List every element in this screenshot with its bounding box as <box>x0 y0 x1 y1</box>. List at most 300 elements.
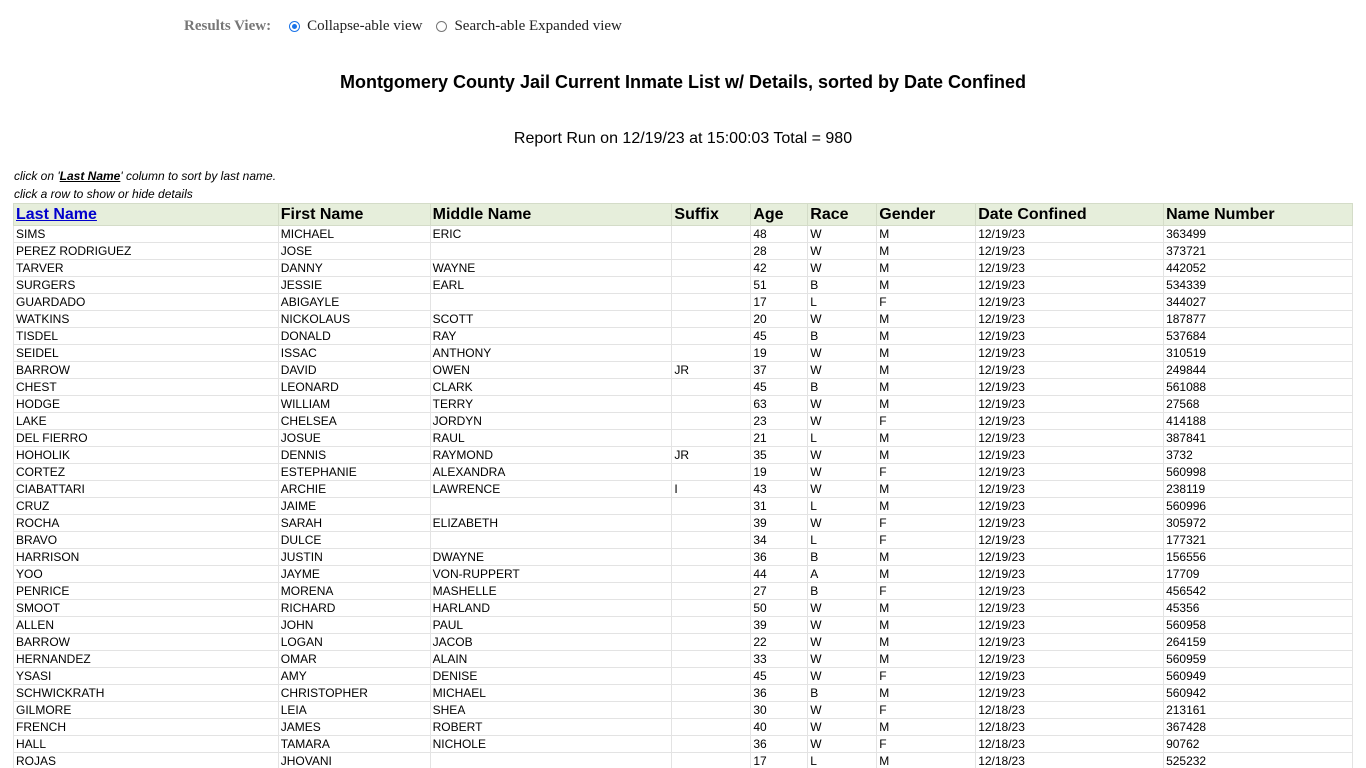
table-row[interactable] <box>14 294 1353 311</box>
cell-age: 27 <box>751 583 808 600</box>
table-row[interactable] <box>14 243 1353 260</box>
cell-age: 19 <box>751 345 808 362</box>
sort-hint <box>14 169 276 183</box>
table-row[interactable] <box>14 702 1353 719</box>
cell-age: 20 <box>751 311 808 328</box>
cell-middle-name <box>430 294 672 311</box>
header-middle-name: Middle Name <box>430 204 672 226</box>
table-header-row <box>14 204 1353 226</box>
cell-name-number: 27568 <box>1164 396 1353 413</box>
cell-race: W <box>808 702 877 719</box>
cell-name-number: 560998 <box>1164 464 1353 481</box>
cell-name-number: 560949 <box>1164 668 1353 685</box>
cell-gender: M <box>877 617 976 634</box>
cell-suffix <box>672 294 751 311</box>
inmate-table <box>13 203 1353 768</box>
cell-middle-name: VON-RUPPERT <box>430 566 672 583</box>
cell-first-name: TAMARA <box>278 736 430 753</box>
cell-date-confined: 12/19/23 <box>976 413 1164 430</box>
cell-gender: M <box>877 753 976 768</box>
cell-suffix <box>672 702 751 719</box>
sort-hint-prefix: click on ' <box>14 169 60 183</box>
cell-middle-name: MASHELLE <box>430 583 672 600</box>
cell-first-name: JAYME <box>278 566 430 583</box>
cell-date-confined: 12/18/23 <box>976 753 1164 768</box>
cell-race: W <box>808 413 877 430</box>
cell-middle-name: ROBERT <box>430 719 672 736</box>
cell-race: B <box>808 583 877 600</box>
cell-name-number: 442052 <box>1164 260 1353 277</box>
cell-age: 22 <box>751 634 808 651</box>
cell-name-number: 45356 <box>1164 600 1353 617</box>
table-row[interactable] <box>14 498 1353 515</box>
cell-last-name: CORTEZ <box>14 464 279 481</box>
cell-name-number: 344027 <box>1164 294 1353 311</box>
cell-race: W <box>808 651 877 668</box>
table-row[interactable] <box>14 260 1353 277</box>
cell-first-name: OMAR <box>278 651 430 668</box>
cell-name-number: 310519 <box>1164 345 1353 362</box>
cell-date-confined: 12/19/23 <box>976 396 1164 413</box>
cell-gender: M <box>877 634 976 651</box>
cell-race: W <box>808 362 877 379</box>
cell-middle-name: TERRY <box>430 396 672 413</box>
cell-age: 35 <box>751 447 808 464</box>
cell-race: W <box>808 736 877 753</box>
cell-race: L <box>808 532 877 549</box>
cell-name-number: 17709 <box>1164 566 1353 583</box>
cell-race: L <box>808 498 877 515</box>
cell-gender: F <box>877 668 976 685</box>
table-row[interactable] <box>14 328 1353 345</box>
cell-gender: M <box>877 277 976 294</box>
cell-gender: M <box>877 566 976 583</box>
cell-suffix <box>672 566 751 583</box>
cell-age: 48 <box>751 226 808 243</box>
cell-last-name: SCHWICKRATH <box>14 685 279 702</box>
cell-middle-name: DENISE <box>430 668 672 685</box>
table-row[interactable] <box>14 311 1353 328</box>
table-row[interactable] <box>14 685 1353 702</box>
cell-race: W <box>808 345 877 362</box>
table-row[interactable] <box>14 345 1353 362</box>
cell-date-confined: 12/19/23 <box>976 260 1164 277</box>
cell-suffix <box>672 413 751 430</box>
cell-suffix <box>672 328 751 345</box>
cell-name-number: 156556 <box>1164 549 1353 566</box>
cell-suffix <box>672 668 751 685</box>
cell-middle-name: MICHAEL <box>430 685 672 702</box>
cell-gender: F <box>877 464 976 481</box>
cell-suffix <box>672 753 751 768</box>
cell-middle-name: NICHOLE <box>430 736 672 753</box>
inmate-rows <box>14 226 1353 768</box>
cell-first-name: JAIME <box>278 498 430 515</box>
cell-middle-name: DWAYNE <box>430 549 672 566</box>
cell-date-confined: 12/18/23 <box>976 719 1164 736</box>
cell-suffix <box>672 226 751 243</box>
cell-middle-name: OWEN <box>430 362 672 379</box>
cell-suffix <box>672 600 751 617</box>
cell-middle-name: ALAIN <box>430 651 672 668</box>
cell-date-confined: 12/19/23 <box>976 311 1164 328</box>
cell-age: 63 <box>751 396 808 413</box>
cell-name-number: 373721 <box>1164 243 1353 260</box>
cell-last-name: SIMS <box>14 226 279 243</box>
cell-last-name: YOO <box>14 566 279 583</box>
cell-suffix <box>672 260 751 277</box>
cell-race: L <box>808 430 877 447</box>
header-last-name[interactable] <box>14 204 279 226</box>
cell-date-confined: 12/19/23 <box>976 668 1164 685</box>
cell-last-name: CHEST <box>14 379 279 396</box>
cell-gender: M <box>877 260 976 277</box>
cell-name-number: 560958 <box>1164 617 1353 634</box>
cell-date-confined: 12/18/23 <box>976 702 1164 719</box>
cell-first-name: DAVID <box>278 362 430 379</box>
report-run-info: Report Run on 12/19/23 at 15:00:03 Total = 980 <box>513 130 853 147</box>
table-row[interactable] <box>14 583 1353 600</box>
cell-suffix <box>672 634 751 651</box>
cell-date-confined: 12/19/23 <box>976 617 1164 634</box>
cell-first-name: JOSE <box>278 243 430 260</box>
expanded-view-radio[interactable] <box>436 21 447 32</box>
cell-gender: M <box>877 685 976 702</box>
cell-race: W <box>808 719 877 736</box>
cell-race: W <box>808 617 877 634</box>
header-race: Race <box>808 204 877 226</box>
cell-race: B <box>808 549 877 566</box>
cell-middle-name: JACOB <box>430 634 672 651</box>
cell-middle-name: RAYMOND <box>430 447 672 464</box>
cell-gender: M <box>877 719 976 736</box>
cell-first-name: NICKOLAUS <box>278 311 430 328</box>
cell-gender: M <box>877 379 976 396</box>
table-row[interactable] <box>14 481 1353 498</box>
cell-age: 30 <box>751 702 808 719</box>
cell-middle-name: ERIC <box>430 226 672 243</box>
table-row[interactable] <box>14 430 1353 447</box>
cell-first-name: CHRISTOPHER <box>278 685 430 702</box>
table-row[interactable] <box>14 277 1353 294</box>
expanded-view-label[interactable]: Search-able Expanded view <box>454 17 622 34</box>
cell-name-number: 561088 <box>1164 379 1353 396</box>
cell-name-number: 560959 <box>1164 651 1353 668</box>
cell-last-name: SEIDEL <box>14 345 279 362</box>
cell-gender: M <box>877 481 976 498</box>
cell-age: 19 <box>751 464 808 481</box>
cell-name-number: 90762 <box>1164 736 1353 753</box>
cell-last-name: ALLEN <box>14 617 279 634</box>
cell-name-number: 187877 <box>1164 311 1353 328</box>
cell-gender: F <box>877 294 976 311</box>
cell-first-name: LEONARD <box>278 379 430 396</box>
cell-gender: F <box>877 736 976 753</box>
cell-age: 50 <box>751 600 808 617</box>
table-row[interactable] <box>14 719 1353 736</box>
cell-first-name: ISSAC <box>278 345 430 362</box>
cell-last-name: ROCHA <box>14 515 279 532</box>
table-row[interactable] <box>14 362 1353 379</box>
cell-name-number: 560996 <box>1164 498 1353 515</box>
collapse-view-option[interactable] <box>289 18 422 35</box>
cell-date-confined: 12/19/23 <box>976 277 1164 294</box>
toggle-hint: click a row to show or hide details <box>14 187 193 201</box>
table-row[interactable] <box>14 532 1353 549</box>
cell-last-name: WATKINS <box>14 311 279 328</box>
cell-first-name: DULCE <box>278 532 430 549</box>
cell-date-confined: 12/19/23 <box>976 600 1164 617</box>
cell-age: 39 <box>751 515 808 532</box>
cell-name-number: 560942 <box>1164 685 1353 702</box>
cell-age: 28 <box>751 243 808 260</box>
cell-race: B <box>808 277 877 294</box>
cell-race: W <box>808 243 877 260</box>
cell-race: B <box>808 685 877 702</box>
cell-name-number: 264159 <box>1164 634 1353 651</box>
cell-race: B <box>808 328 877 345</box>
table-row[interactable] <box>14 651 1353 668</box>
cell-first-name: DONALD <box>278 328 430 345</box>
cell-last-name: CIABATTARI <box>14 481 279 498</box>
cell-date-confined: 12/19/23 <box>976 345 1164 362</box>
cell-first-name: MICHAEL <box>278 226 430 243</box>
cell-gender: M <box>877 226 976 243</box>
cell-last-name: HODGE <box>14 396 279 413</box>
cell-suffix <box>672 243 751 260</box>
cell-last-name: HARRISON <box>14 549 279 566</box>
cell-middle-name: CLARK <box>430 379 672 396</box>
table-row[interactable] <box>14 396 1353 413</box>
cell-first-name: AMY <box>278 668 430 685</box>
cell-name-number: 363499 <box>1164 226 1353 243</box>
cell-middle-name: RAUL <box>430 430 672 447</box>
cell-gender: M <box>877 600 976 617</box>
cell-age: 40 <box>751 719 808 736</box>
cell-race: W <box>808 515 877 532</box>
cell-gender: F <box>877 702 976 719</box>
cell-last-name: HERNANDEZ <box>14 651 279 668</box>
table-row[interactable] <box>14 226 1353 243</box>
cell-name-number: 534339 <box>1164 277 1353 294</box>
cell-last-name: GUARDADO <box>14 294 279 311</box>
cell-date-confined: 12/19/23 <box>976 430 1164 447</box>
table-row[interactable] <box>14 617 1353 634</box>
cell-age: 45 <box>751 379 808 396</box>
cell-middle-name: LAWRENCE <box>430 481 672 498</box>
cell-first-name: WILLIAM <box>278 396 430 413</box>
cell-suffix <box>672 498 751 515</box>
cell-name-number: 305972 <box>1164 515 1353 532</box>
table-row[interactable] <box>14 515 1353 532</box>
table-row[interactable] <box>14 668 1353 685</box>
cell-first-name: ABIGAYLE <box>278 294 430 311</box>
cell-race: W <box>808 260 877 277</box>
cell-gender: M <box>877 498 976 515</box>
cell-gender: M <box>877 311 976 328</box>
cell-first-name: DANNY <box>278 260 430 277</box>
page-title: Montgomery County Jail Current Inmate List w/ Details, sorted by Date Confined <box>339 72 1027 92</box>
cell-first-name: JUSTIN <box>278 549 430 566</box>
sort-hint-suffix: ' column to sort by last name. <box>120 169 277 183</box>
cell-date-confined: 12/19/23 <box>976 583 1164 600</box>
expanded-view-option[interactable] <box>436 18 621 35</box>
cell-name-number: 3732 <box>1164 447 1353 464</box>
cell-race: W <box>808 668 877 685</box>
cell-date-confined: 12/18/23 <box>976 736 1164 753</box>
cell-name-number: 456542 <box>1164 583 1353 600</box>
cell-race: L <box>808 294 877 311</box>
cell-middle-name: HARLAND <box>430 600 672 617</box>
cell-first-name: JOSUE <box>278 430 430 447</box>
cell-suffix <box>672 719 751 736</box>
cell-gender: F <box>877 532 976 549</box>
cell-age: 17 <box>751 753 808 768</box>
table-row[interactable] <box>14 566 1353 583</box>
cell-race: W <box>808 464 877 481</box>
cell-date-confined: 12/19/23 <box>976 226 1164 243</box>
cell-suffix <box>672 396 751 413</box>
cell-gender: M <box>877 328 976 345</box>
cell-middle-name: ALEXANDRA <box>430 464 672 481</box>
cell-race: W <box>808 600 877 617</box>
header-date-confined: Date Confined <box>976 204 1164 226</box>
cell-name-number: 414188 <box>1164 413 1353 430</box>
cell-name-number: 177321 <box>1164 532 1353 549</box>
results-view-label: Results View: <box>184 17 272 34</box>
cell-last-name: SMOOT <box>14 600 279 617</box>
cell-gender: M <box>877 345 976 362</box>
table-row[interactable] <box>14 634 1353 651</box>
cell-name-number: 367428 <box>1164 719 1353 736</box>
cell-first-name: ESTEPHANIE <box>278 464 430 481</box>
table-row[interactable] <box>14 379 1353 396</box>
cell-suffix <box>672 583 751 600</box>
cell-last-name: GILMORE <box>14 702 279 719</box>
cell-first-name: DENNIS <box>278 447 430 464</box>
cell-name-number: 537684 <box>1164 328 1353 345</box>
cell-first-name: LOGAN <box>278 634 430 651</box>
cell-suffix <box>672 736 751 753</box>
sort-by-last-name-link[interactable]: Last Name <box>16 205 97 223</box>
cell-race: W <box>808 226 877 243</box>
collapse-view-radio[interactable] <box>289 21 300 32</box>
cell-last-name: FRENCH <box>14 719 279 736</box>
cell-date-confined: 12/19/23 <box>976 549 1164 566</box>
cell-middle-name: PAUL <box>430 617 672 634</box>
table-row[interactable] <box>14 753 1353 768</box>
header-name-number: Name Number <box>1164 204 1353 226</box>
header-first-name: First Name <box>278 204 430 226</box>
cell-middle-name <box>430 753 672 768</box>
cell-middle-name: WAYNE <box>430 260 672 277</box>
cell-age: 34 <box>751 532 808 549</box>
cell-gender: F <box>877 413 976 430</box>
cell-date-confined: 12/19/23 <box>976 651 1164 668</box>
cell-date-confined: 12/19/23 <box>976 498 1164 515</box>
cell-last-name: BRAVO <box>14 532 279 549</box>
cell-last-name: ROJAS <box>14 753 279 768</box>
cell-gender: M <box>877 549 976 566</box>
cell-first-name: LEIA <box>278 702 430 719</box>
cell-first-name: MORENA <box>278 583 430 600</box>
cell-middle-name: EARL <box>430 277 672 294</box>
cell-age: 33 <box>751 651 808 668</box>
cell-gender: M <box>877 651 976 668</box>
header-suffix: Suffix <box>672 204 751 226</box>
cell-race: W <box>808 481 877 498</box>
cell-middle-name: SHEA <box>430 702 672 719</box>
cell-date-confined: 12/19/23 <box>976 447 1164 464</box>
cell-race: A <box>808 566 877 583</box>
cell-name-number: 387841 <box>1164 430 1353 447</box>
cell-middle-name: RAY <box>430 328 672 345</box>
cell-last-name: CRUZ <box>14 498 279 515</box>
cell-first-name: RICHARD <box>278 600 430 617</box>
table-row[interactable] <box>14 600 1353 617</box>
cell-middle-name <box>430 243 672 260</box>
cell-age: 43 <box>751 481 808 498</box>
cell-last-name: BARROW <box>14 362 279 379</box>
cell-first-name: JHOVANI <box>278 753 430 768</box>
cell-last-name: HOHOLIK <box>14 447 279 464</box>
cell-gender: M <box>877 362 976 379</box>
cell-middle-name: ELIZABETH <box>430 515 672 532</box>
cell-suffix <box>672 617 751 634</box>
cell-suffix: I <box>672 481 751 498</box>
table-row[interactable] <box>14 447 1353 464</box>
table-row[interactable] <box>14 413 1353 430</box>
cell-race: W <box>808 447 877 464</box>
cell-suffix: JR <box>672 447 751 464</box>
cell-suffix <box>672 277 751 294</box>
cell-gender: F <box>877 583 976 600</box>
cell-middle-name: ANTHONY <box>430 345 672 362</box>
cell-date-confined: 12/19/23 <box>976 532 1164 549</box>
cell-last-name: LAKE <box>14 413 279 430</box>
cell-suffix <box>672 311 751 328</box>
table-row[interactable] <box>14 736 1353 753</box>
cell-suffix <box>672 532 751 549</box>
cell-first-name: ARCHIE <box>278 481 430 498</box>
cell-middle-name: SCOTT <box>430 311 672 328</box>
cell-date-confined: 12/19/23 <box>976 294 1164 311</box>
cell-age: 37 <box>751 362 808 379</box>
header-gender: Gender <box>877 204 976 226</box>
collapse-view-label[interactable]: Collapse-able view <box>307 17 423 34</box>
header-age: Age <box>751 204 808 226</box>
cell-last-name: PENRICE <box>14 583 279 600</box>
cell-race: L <box>808 753 877 768</box>
cell-last-name: SURGERS <box>14 277 279 294</box>
cell-first-name: SARAH <box>278 515 430 532</box>
cell-last-name: HALL <box>14 736 279 753</box>
cell-age: 21 <box>751 430 808 447</box>
table-row[interactable] <box>14 549 1353 566</box>
cell-suffix <box>672 345 751 362</box>
table-row[interactable] <box>14 464 1353 481</box>
cell-suffix <box>672 651 751 668</box>
cell-age: 36 <box>751 736 808 753</box>
cell-name-number: 525232 <box>1164 753 1353 768</box>
cell-first-name: JESSIE <box>278 277 430 294</box>
cell-date-confined: 12/19/23 <box>976 481 1164 498</box>
cell-last-name: BARROW <box>14 634 279 651</box>
cell-middle-name <box>430 498 672 515</box>
cell-age: 36 <box>751 685 808 702</box>
cell-middle-name <box>430 532 672 549</box>
cell-date-confined: 12/19/23 <box>976 379 1164 396</box>
